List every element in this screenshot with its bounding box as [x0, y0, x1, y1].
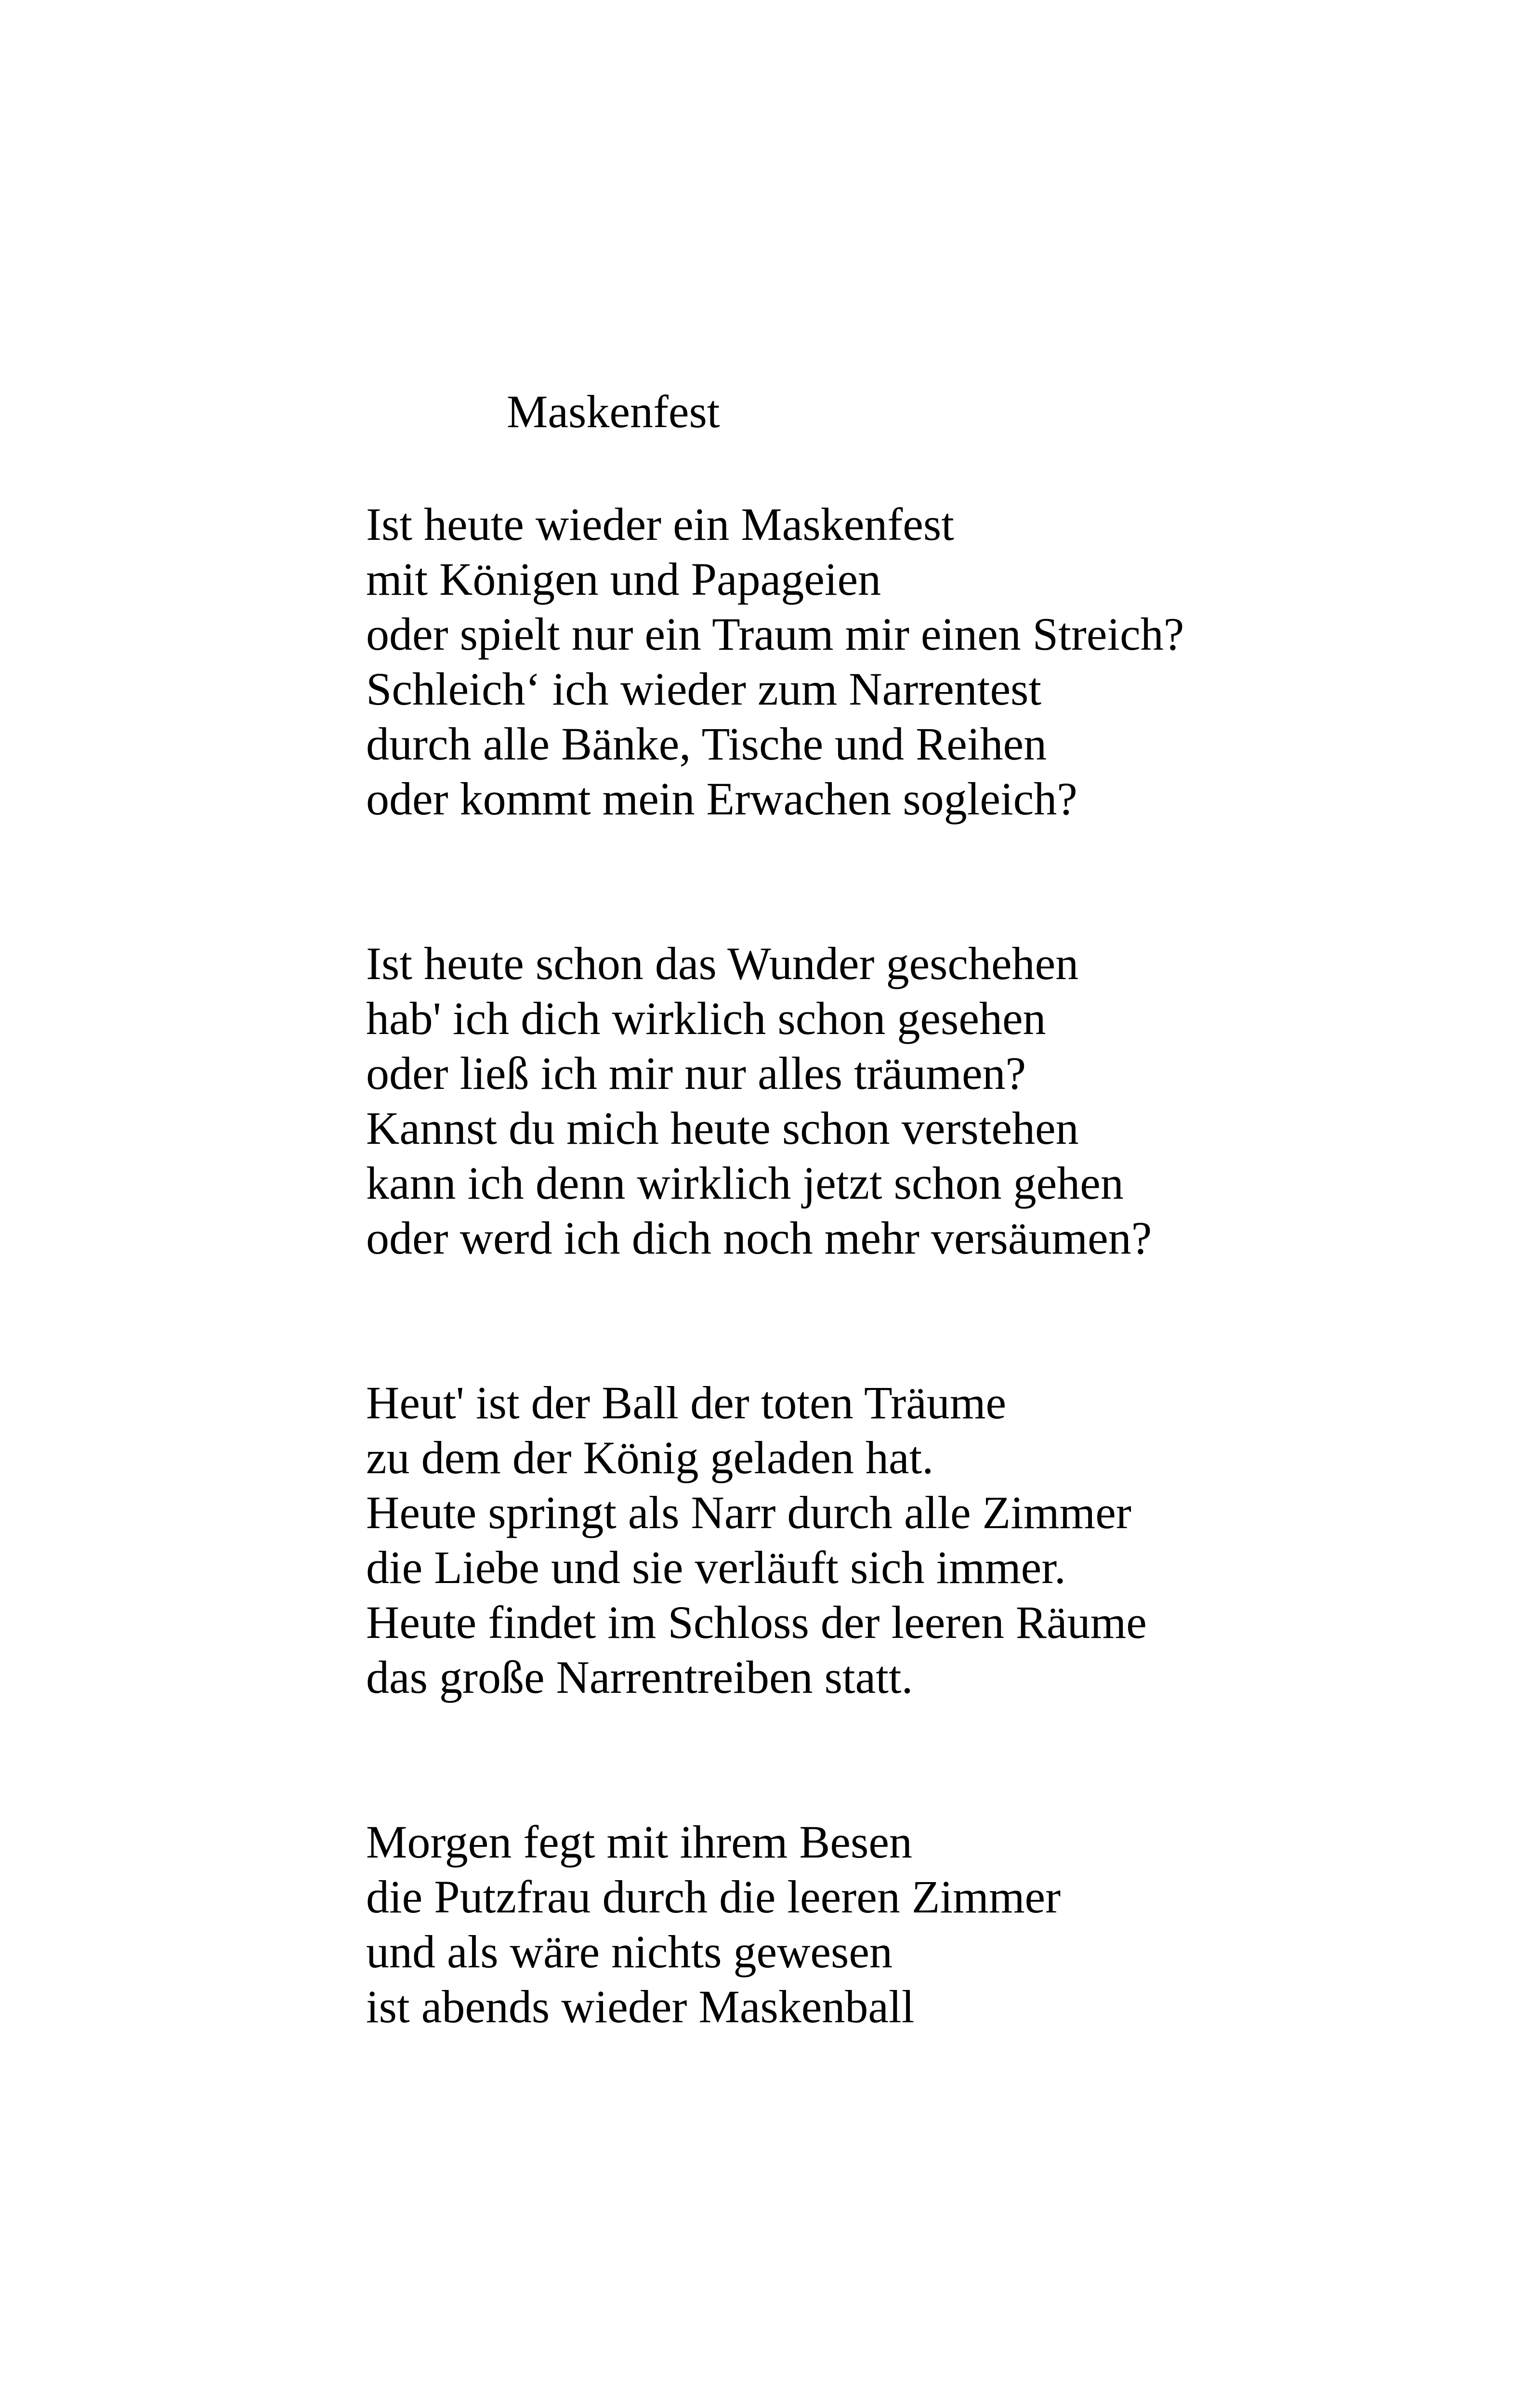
poem-line: Heute springt als Narr durch alle Zimmer [366, 1487, 1131, 1538]
poem-line: oder werd ich dich noch mehr versäumen? [366, 1212, 1152, 1264]
poem-line: das große Narrentreiben statt. [366, 1651, 913, 1703]
stanza-2 [366, 936, 1184, 1266]
poem-line: mit Königen und Papageien [366, 553, 881, 605]
poem-title: Maskenfest [507, 386, 720, 437]
stanza-1 [366, 497, 1184, 826]
poem-line: die Liebe und sie verläuft sich immer. [366, 1542, 1066, 1593]
poem-line: kann ich denn wirklich jetzt schon gehen [366, 1157, 1124, 1209]
poem-line: Ist heute schon das Wunder geschehen [366, 938, 1079, 989]
poem-line: oder kommt mein Erwachen sogleich? [366, 773, 1077, 824]
poem-line: durch alle Bänke, Tische und Reihen [366, 718, 1047, 770]
poem-line: ist abends wieder Maskenball [366, 1981, 915, 2032]
poem-line: oder spielt nur ein Traum mir einen Streich? [366, 608, 1184, 660]
poem-line: Morgen fegt mit ihrem Besen [366, 1816, 912, 1868]
poem-line: oder ließ ich mir nur alles träumen? [366, 1047, 1026, 1099]
poem-line: die Putzfrau durch die leeren Zimmer [366, 1871, 1061, 1923]
poem-line: zu dem der König geladen hat. [366, 1432, 934, 1483]
stanza-4 [366, 1815, 1184, 2034]
poem-line: Heute findet im Schloss der leeren Räume [366, 1597, 1147, 1648]
poem-body [366, 497, 1184, 2144]
poem-line: Heut' ist der Ball der toten Träume [366, 1377, 1007, 1428]
poem-line: Ist heute wieder ein Maskenfest [366, 498, 954, 550]
poem-line: hab' ich dich wirklich schon gesehen [366, 993, 1046, 1044]
poem-line: Schleich‘ ich wieder zum Narrentest [366, 663, 1042, 715]
poem-line: und als wäre nichts gewesen [366, 1926, 893, 1977]
poem-line: Kannst du mich heute schon verstehen [366, 1102, 1079, 1154]
stanza-3 [366, 1375, 1184, 1705]
